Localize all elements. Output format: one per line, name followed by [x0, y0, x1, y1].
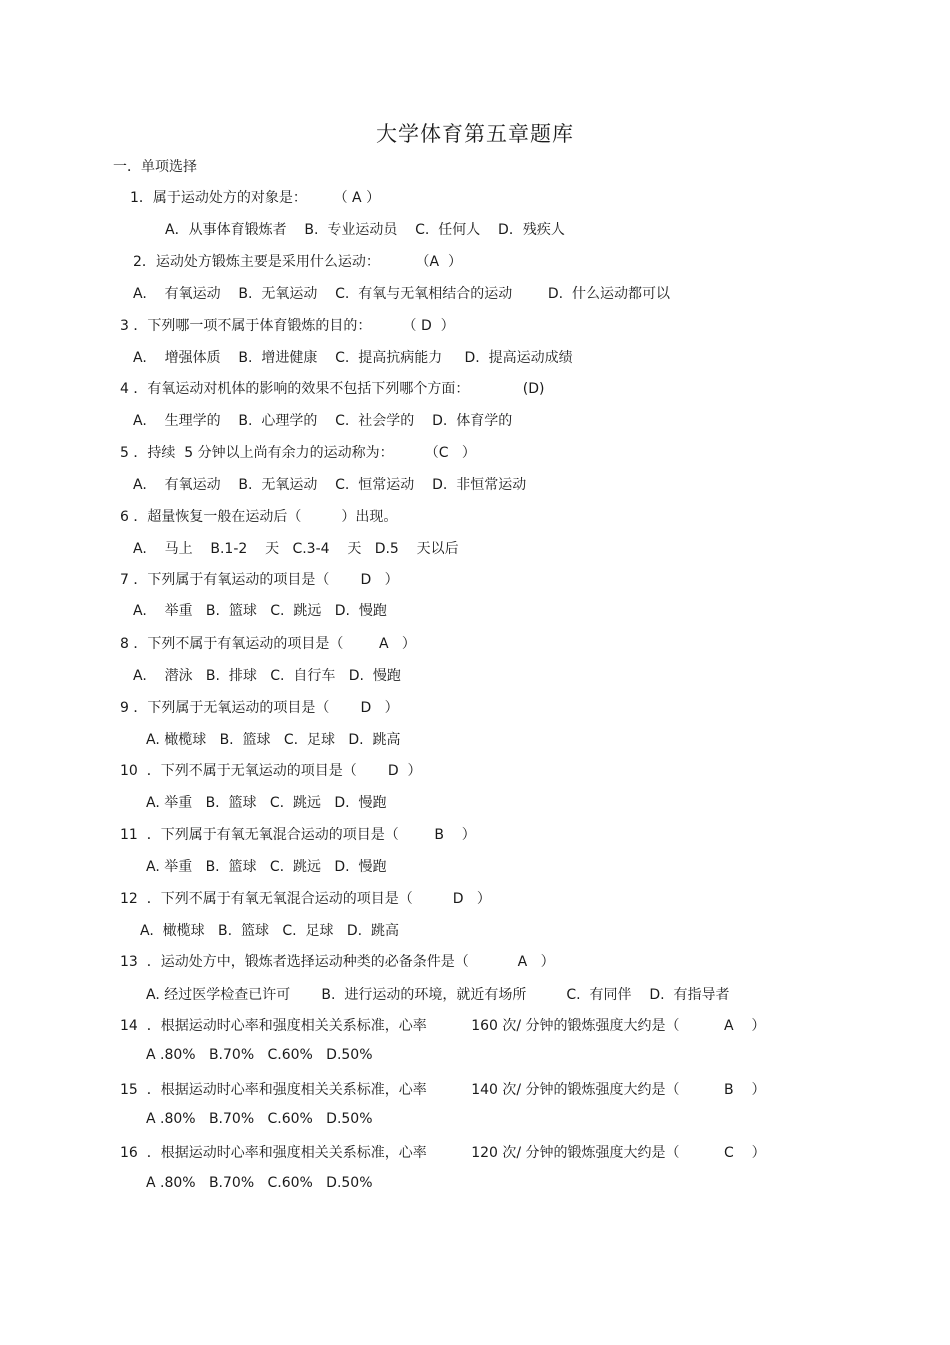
options-2: A. 有氧运动 B. 无氧运动 C. 有氧与无氧相结合的运动 D. 什么运动都可以 [133, 286, 670, 302]
question-6: 6 ．超量恢复一般在运动后（ ）出现。 [120, 509, 398, 525]
question-1: 1．属于运动处方的对象是： （ A ） [130, 190, 381, 206]
options-12: A. 橄榄球 B. 篮球 C. 足球 D. 跳高 [140, 923, 399, 939]
section-heading: 一．单项选择 [113, 159, 197, 175]
options-9: A. 橄榄球 B. 篮球 C. 足球 D. 跳高 [146, 732, 401, 748]
options-1: A．从事体育锻炼者 B. 专业运动员 C. 任何人 D．残疾人 [165, 222, 565, 238]
options-10: A. 举重 B. 篮球 C. 跳远 D. 慢跑 [146, 795, 387, 811]
options-3: A. 增强体质 B. 增进健康 C. 提高抗病能力 D. 提高运动成绩 [133, 350, 573, 366]
question-13: 13 ．运动处方中，锻炼者选择运动种类的必备条件是（ A ） [120, 954, 555, 970]
options-7: A. 举重 B. 篮球 C. 跳远 D. 慢跑 [133, 603, 387, 619]
options-4: A. 生理学的 B. 心理学的 C. 社会学的 D. 体育学的 [133, 413, 513, 429]
question-9: 9 ．下列属于无氧运动的项目是（ D ） [120, 700, 399, 716]
question-10: 10 ．下列不属于无氧运动的项目是（ D ） [120, 763, 422, 779]
question-8: 8 ．下列不属于有氧运动的项目是（ A ） [120, 636, 416, 652]
question-15: 15 ．根据运动时心率和强度相关关系标准，心率 140 次/ 分钟的锻炼强度大约是（ B ） [120, 1082, 766, 1098]
options-16: A .80% B.70% C.60% D.50% [146, 1175, 373, 1191]
options-5: A. 有氧运动 B. 无氧运动 C. 恒常运动 D. 非恒常运动 [133, 477, 527, 493]
question-2: 2．运动处方锻炼主要是采用什么运动： （A ） [133, 254, 462, 270]
question-5: 5 ．持续 5 分钟以上尚有余力的运动称为： （C ） [120, 445, 476, 461]
options-15: A .80% B.70% C.60% D.50% [146, 1111, 373, 1127]
question-12: 12 ．下列不属于有氧无氧混合运动的项目是（ D ） [120, 891, 491, 907]
question-3: 3 ．下列哪一项不属于体育锻炼的目的： （ D ） [120, 318, 455, 334]
options-14: A .80% B.70% C.60% D.50% [146, 1047, 373, 1063]
question-4: 4 ．有氧运动对机体的影响的效果不包括下列哪个方面： (D) [120, 381, 545, 397]
question-11: 11 ．下列属于有氧无氧混合运动的项目是（ B ） [120, 827, 476, 843]
options-11: A. 举重 B. 篮球 C. 跳远 D. 慢跑 [146, 859, 387, 875]
question-16: 16 ．根据运动时心率和强度相关关系标准，心率 120 次/ 分钟的锻炼强度大约是（ C ） [120, 1145, 766, 1161]
question-14: 14 ．根据运动时心率和强度相关关系标准，心率 160 次/ 分钟的锻炼强度大约是（ A ） [120, 1018, 766, 1034]
page-title: 大学体育第五章题库 [376, 122, 574, 146]
options-13: A. 经过医学检查已许可 B. 进行运动的环境，就近有场所 C. 有同伴 D. 有指导者 [146, 987, 730, 1003]
options-8: A. 潜泳 B. 排球 C. 自行车 D. 慢跑 [133, 668, 401, 684]
options-6: A. 马上 B.1-2 天 C.3-4 天 D.5 天以后 [133, 541, 459, 557]
question-7: 7 ．下列属于有氧运动的项目是（ D ） [120, 572, 399, 588]
